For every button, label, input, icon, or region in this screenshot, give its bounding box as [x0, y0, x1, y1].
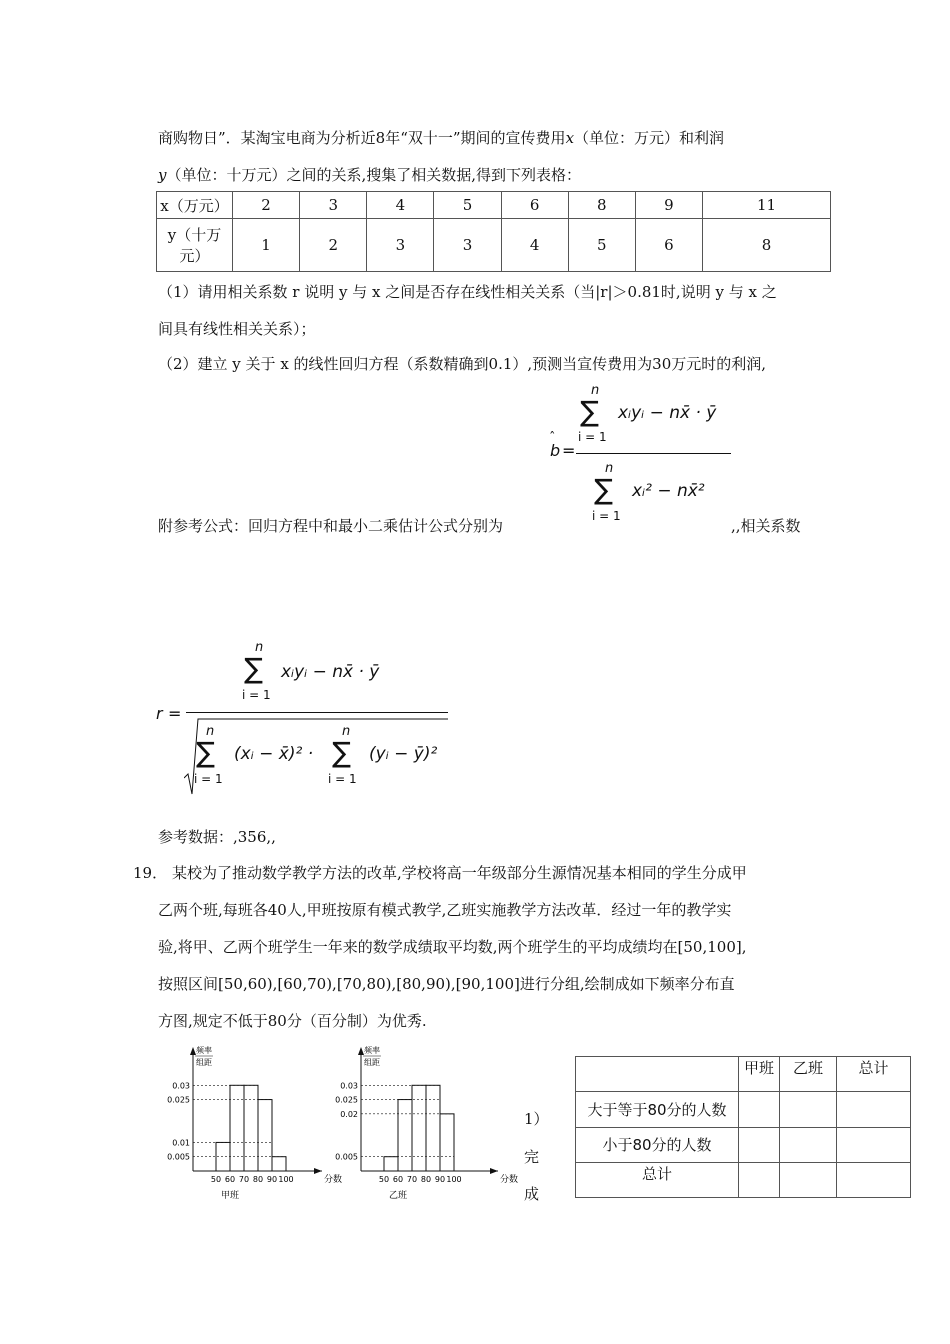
table-cell: 1 — [233, 219, 300, 272]
y-axis-title-top: 频率 — [364, 1046, 380, 1055]
sum-symbol: ∑ — [594, 473, 613, 506]
table-header: 总计 — [837, 1057, 911, 1092]
sum-upper: n — [342, 724, 351, 739]
table-cell[interactable] — [837, 1162, 911, 1197]
x-axis-label: 分数 — [500, 1175, 519, 1185]
x-tick-label: 70 — [406, 1175, 418, 1184]
intro-text-a: 商购物日”．某淘宝电商为分析近8年“双十一”期间的宣传费用 — [158, 129, 566, 147]
hat-mark: ˆ — [549, 431, 556, 446]
intro-text-b: （单位：万元）和利润 — [574, 129, 725, 147]
intro-line-1 — [158, 127, 724, 148]
histogram-bar — [426, 1085, 440, 1171]
side-text: 1） — [524, 1110, 549, 1128]
row-label: 小于80分的人数 — [576, 1127, 739, 1162]
sum-symbol: ∑ — [196, 736, 215, 769]
xy-data-table — [156, 191, 831, 272]
x-tick-label: 80 — [252, 1175, 264, 1184]
chart-title: 甲班 — [221, 1191, 240, 1201]
q19-line: 乙两个班,每班各40人,甲班按原有模式教学,乙班实施教学方法改革．经过一年的教学实 — [158, 901, 732, 919]
table-header — [576, 1057, 739, 1092]
sum-symbol: ∑ — [580, 395, 599, 428]
sum-upper: n — [255, 640, 264, 655]
table-cell: 9 — [635, 192, 702, 219]
y-tick-label: 0.02 — [340, 1109, 358, 1119]
table-header: 乙班 — [780, 1057, 837, 1092]
count-table — [575, 1056, 911, 1198]
row-label: 大于等于80分的人数 — [576, 1092, 739, 1127]
x-axis-label: 分数 — [324, 1175, 343, 1185]
q19-line: 验,将甲、乙两个班学生一年来的数学成绩取平均数,两个班学生的平均成绩均在[50,100], — [158, 938, 747, 956]
reference-tail: ,,相关系数 — [731, 517, 801, 535]
q1-line-1: （1）请用相关系数 r 说明 y 与 x 之间是否存在线性相关关系（当|r|＞0.81时,说明 y 与 x 之 — [158, 283, 777, 301]
r-numerator: xᵢyᵢ − nx̄ · ȳ — [281, 662, 380, 682]
table-row — [576, 1092, 911, 1127]
histogram-bar — [272, 1157, 286, 1171]
table-cell[interactable] — [739, 1127, 780, 1162]
reference-data-line: 参考数据：,356,, — [158, 828, 276, 846]
y-tick-label: 0.03 — [340, 1081, 358, 1091]
table-cell: 5 — [434, 192, 501, 219]
var-y: y — [158, 166, 167, 184]
table-cell: 6 — [635, 219, 702, 272]
x-tick-label: 100 — [278, 1175, 294, 1184]
table-cell[interactable] — [739, 1092, 780, 1127]
x-tick-label: 80 — [420, 1175, 432, 1184]
r-denominator-1: (xᵢ − x̄)² · — [234, 744, 314, 764]
y-tick-label: 0.005 — [167, 1152, 190, 1162]
equals-sign: = — [562, 441, 576, 460]
table-row — [157, 219, 831, 272]
b-hat-formula — [548, 383, 738, 533]
fraction-bar — [186, 712, 448, 713]
r-formula — [156, 640, 456, 800]
table-cell: 6 — [501, 192, 568, 219]
table-row — [576, 1127, 911, 1162]
table-cell[interactable] — [739, 1162, 780, 1197]
q19-line: 某校为了推动数学教学方法的改革,学校将高一年级部分生源情况基本相同的学生分成甲 — [172, 864, 747, 882]
histogram-bar — [244, 1085, 258, 1171]
row-label: y（十万元） — [157, 219, 233, 272]
table-row — [576, 1057, 911, 1092]
x-tick-label: 70 — [238, 1175, 250, 1184]
table-cell: 8 — [568, 192, 635, 219]
row-label: 总计 — [576, 1162, 739, 1197]
table-cell[interactable] — [780, 1162, 837, 1197]
chart-title: 乙班 — [389, 1191, 408, 1201]
sum-lower: i = 1 — [242, 688, 271, 702]
b-numerator: xᵢyᵢ − nx̄ · ȳ — [618, 403, 717, 423]
b-symbol: b — [550, 441, 561, 460]
histogram-bar — [398, 1100, 412, 1171]
table-cell: 3 — [300, 192, 367, 219]
table-cell: 3 — [434, 219, 501, 272]
y-axis-title-bottom: 组距 — [196, 1058, 212, 1067]
row-label: x（万元） — [157, 192, 233, 219]
histogram-bar — [412, 1085, 426, 1171]
intro-line-2 — [158, 164, 581, 185]
x-tick-label: 90 — [266, 1175, 278, 1184]
table-cell: 2 — [233, 192, 300, 219]
y-tick-label: 0.025 — [167, 1095, 190, 1105]
sum-symbol: ∑ — [332, 736, 351, 769]
table-cell[interactable] — [780, 1092, 837, 1127]
reference-formula-line: 附参考公式：回归方程中和最小二乘估计公式分别为 — [158, 517, 504, 535]
histogram-bar — [384, 1157, 398, 1171]
table-cell: 11 — [702, 192, 830, 219]
histogram-jia — [160, 1043, 350, 1203]
x-tick-label: 50 — [378, 1175, 390, 1184]
q1-line-2: 间具有线性相关关系）； — [158, 320, 316, 338]
sum-upper: n — [591, 383, 600, 398]
q2-line-1: （2）建立 y 关于 x 的线性回归方程（系数精确到0.1）,预测当宣传费用为30万元时的利润, — [158, 355, 767, 373]
q19-number: 19． — [133, 864, 168, 882]
table-row — [157, 192, 831, 219]
x-tick-label: 90 — [434, 1175, 446, 1184]
x-tick-label: 50 — [210, 1175, 222, 1184]
var-x: x — [565, 129, 575, 147]
y-axis-title-top: 频率 — [196, 1046, 212, 1055]
fraction-bar — [576, 453, 731, 454]
table-cell: 4 — [501, 219, 568, 272]
x-axis-arrow — [490, 1168, 498, 1174]
x-tick-label: 100 — [446, 1175, 462, 1184]
table-cell: 8 — [702, 219, 830, 272]
y-tick-label: 0.01 — [172, 1138, 190, 1148]
y-tick-label: 0.03 — [172, 1081, 190, 1091]
q19-line: 方图,规定不低于80分（百分制）为优秀. — [158, 1012, 427, 1030]
b-denominator: xᵢ² − nx̄² — [632, 481, 705, 501]
histogram-yi — [328, 1043, 528, 1203]
sum-symbol: ∑ — [244, 652, 263, 685]
sum-lower: i = 1 — [578, 430, 607, 444]
table-cell: 2 — [300, 219, 367, 272]
table-header: 甲班 — [739, 1057, 780, 1092]
sum-upper: n — [605, 461, 614, 476]
sum-lower: i = 1 — [194, 772, 223, 786]
x-tick-label: 60 — [224, 1175, 236, 1184]
intro-text-c: （单位：十万元）之间的关系,搜集了相关数据,得到下列表格： — [166, 166, 582, 184]
histogram-bar — [440, 1114, 454, 1171]
y-tick-label: 0.005 — [335, 1152, 358, 1162]
y-tick-label: 0.025 — [335, 1095, 358, 1105]
histogram-bar — [258, 1100, 272, 1171]
table-row — [576, 1162, 911, 1197]
sum-lower: i = 1 — [592, 509, 621, 523]
r-symbol: r — [156, 704, 163, 723]
sum-lower: i = 1 — [328, 772, 357, 786]
r-denominator-2: (yᵢ − ȳ)² — [369, 744, 438, 764]
histogram-plot — [167, 1045, 342, 1201]
table-cell[interactable] — [780, 1127, 837, 1162]
side-text: 成 — [524, 1185, 540, 1203]
table-cell: 5 — [568, 219, 635, 272]
x-axis-arrow — [314, 1168, 322, 1174]
y-axis-title-bottom: 组距 — [364, 1058, 380, 1067]
table-cell: 4 — [367, 192, 434, 219]
table-cell[interactable] — [837, 1127, 911, 1162]
x-tick-label: 60 — [392, 1175, 404, 1184]
table-cell[interactable] — [837, 1092, 911, 1127]
sum-upper: n — [206, 724, 215, 739]
histogram-plot — [335, 1045, 518, 1201]
histogram-bar — [230, 1085, 244, 1171]
side-text: 完 — [524, 1148, 540, 1166]
q19-line: 按照区间[50,60),[60,70),[70,80),[80,90),[90,100]进行分组,绘制成如下频率分布直 — [158, 975, 735, 993]
table-cell: 3 — [367, 219, 434, 272]
equals-sign: = — [168, 704, 182, 723]
